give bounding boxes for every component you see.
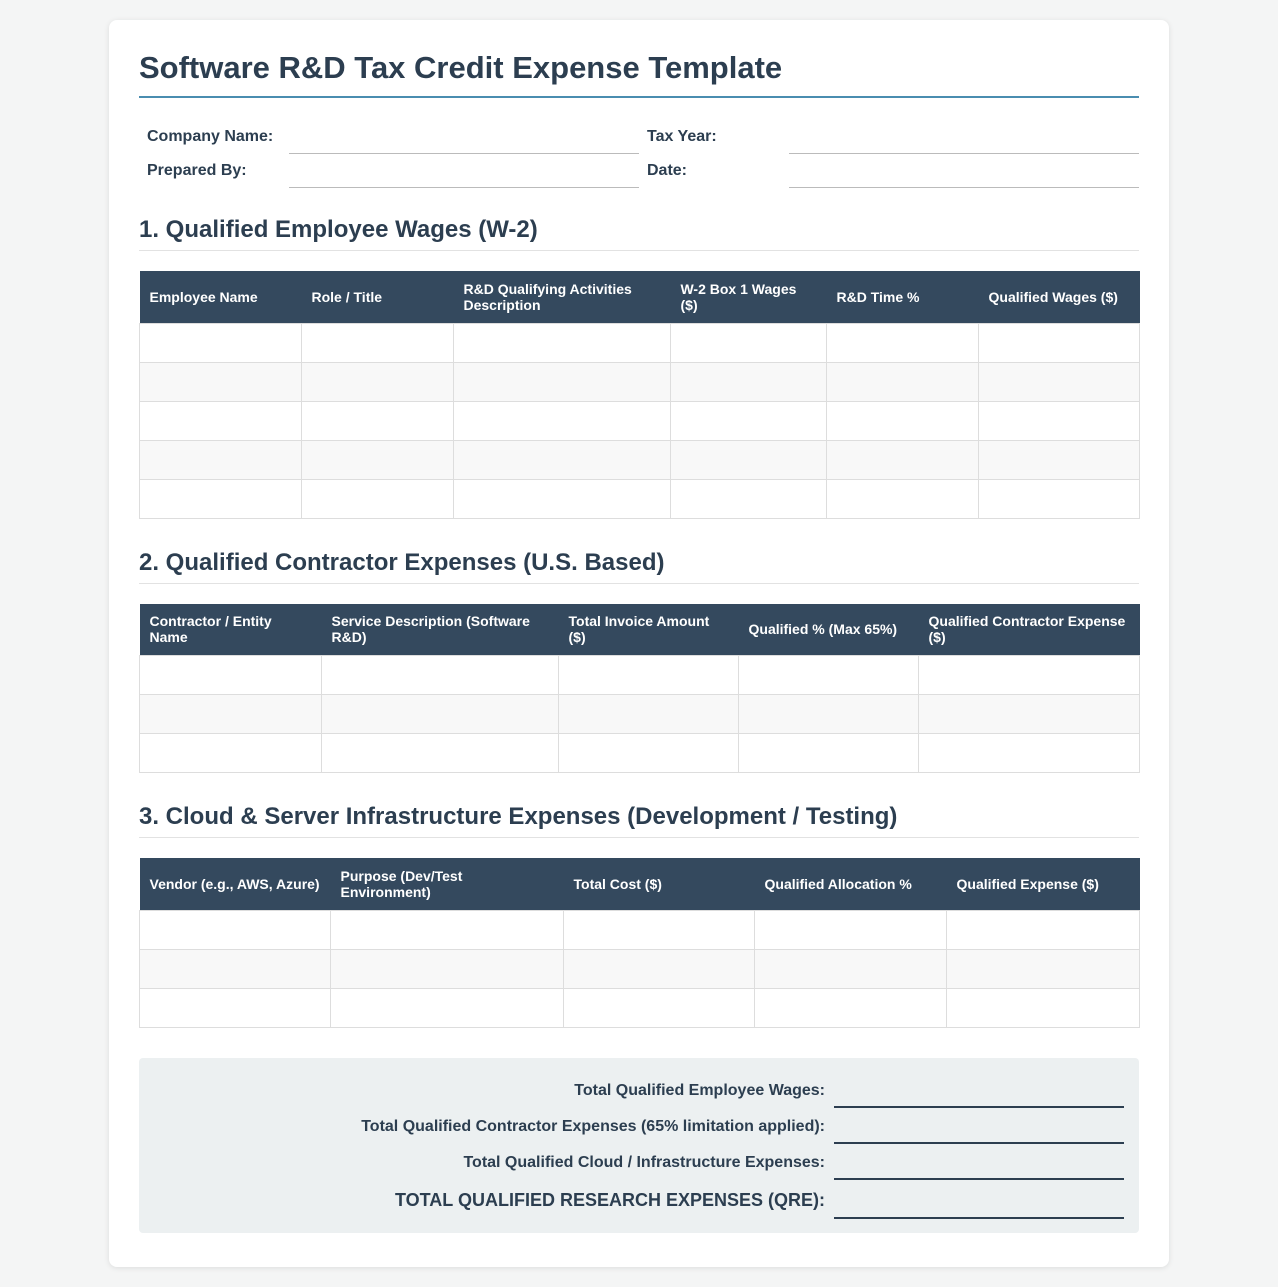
table-cell[interactable] [919, 656, 1140, 695]
table-cell[interactable] [140, 695, 322, 734]
table-cell[interactable] [827, 323, 979, 362]
table-row [140, 401, 1140, 440]
table-cell[interactable] [671, 479, 827, 518]
total-qre-label: TOTAL QUALIFIED RESEARCH EXPENSES (QRE): [394, 1189, 825, 1210]
table-cell[interactable] [140, 910, 331, 949]
column-header: Qualified Allocation % [755, 858, 947, 910]
date-label: Date: [647, 162, 688, 179]
column-header: Contractor / Entity Name [140, 604, 322, 656]
table-cell[interactable] [454, 401, 671, 440]
column-header: W-2 Box 1 Wages ($) [671, 271, 827, 323]
table-cell[interactable] [140, 401, 302, 440]
table-cell[interactable] [671, 362, 827, 401]
table-cell[interactable] [140, 323, 302, 362]
summary-row-cloud [139, 1144, 1124, 1180]
table-cell[interactable] [919, 734, 1140, 773]
table-cell[interactable] [302, 323, 454, 362]
table-cell[interactable] [827, 440, 979, 479]
table-cell[interactable] [739, 695, 919, 734]
table-cell[interactable] [947, 910, 1140, 949]
prepared-by-field[interactable] [289, 154, 639, 188]
table-row [140, 479, 1140, 518]
total-cloud-label: Total Qualified Cloud / Infrastructure Expenses: [463, 1153, 825, 1171]
table-cell[interactable] [454, 323, 671, 362]
table-row [140, 734, 1140, 773]
table-cell[interactable] [140, 656, 322, 695]
table-cell[interactable] [302, 401, 454, 440]
table-header-row [140, 604, 1140, 656]
info-grid [139, 120, 1139, 188]
table-cell[interactable] [979, 440, 1140, 479]
table-cell[interactable] [671, 401, 827, 440]
table-cell[interactable] [947, 949, 1140, 988]
table-cell[interactable] [671, 323, 827, 362]
section-1-title: 1. Qualified Employee Wages (W-2) [139, 216, 1139, 251]
table-row [140, 988, 1140, 1027]
table-row [140, 323, 1140, 362]
table-cell[interactable] [331, 988, 564, 1027]
table-cell[interactable] [322, 695, 559, 734]
table-header-row [140, 858, 1140, 910]
section-3-title: 3. Cloud & Server Infrastructure Expenses (Development / Testing) [139, 803, 1139, 838]
table-cell[interactable] [331, 910, 564, 949]
table-cell[interactable] [140, 734, 322, 773]
table-cell[interactable] [755, 949, 947, 988]
table-cell[interactable] [140, 988, 331, 1027]
section-2-title: 2. Qualified Contractor Expenses (U.S. Based) [139, 549, 1139, 584]
tax-year-field[interactable] [789, 120, 1139, 154]
table-cell[interactable] [331, 949, 564, 988]
table-cell[interactable] [564, 949, 755, 988]
template-card [109, 20, 1169, 1267]
table-cell[interactable] [140, 362, 302, 401]
table-cell[interactable] [739, 656, 919, 695]
table-cell[interactable] [947, 988, 1140, 1027]
table-cell[interactable] [454, 440, 671, 479]
table-cell[interactable] [559, 734, 739, 773]
total-qre-field[interactable] [834, 1183, 1124, 1219]
table-cell[interactable] [979, 323, 1140, 362]
table-cell[interactable] [979, 362, 1140, 401]
table-cell[interactable] [302, 440, 454, 479]
summary-row-contractor [139, 1108, 1124, 1144]
column-header: Qualified Wages ($) [979, 271, 1140, 323]
table-cell[interactable] [979, 479, 1140, 518]
table-cell[interactable] [979, 401, 1140, 440]
employee-wages-table [139, 271, 1140, 519]
table-cell[interactable] [140, 440, 302, 479]
table-cell[interactable] [564, 988, 755, 1027]
table-cell[interactable] [322, 734, 559, 773]
column-header: Vendor (e.g., AWS, Azure) [140, 858, 331, 910]
table-cell[interactable] [454, 479, 671, 518]
table-cell[interactable] [755, 988, 947, 1027]
column-header: Role / Title [302, 271, 454, 323]
table-cell[interactable] [755, 910, 947, 949]
table-cell[interactable] [671, 440, 827, 479]
table-row [140, 949, 1140, 988]
table-header-row [140, 271, 1140, 323]
total-cloud-field[interactable] [834, 1144, 1124, 1180]
column-header: Qualified % (Max 65%) [739, 604, 919, 656]
total-contractor-field[interactable] [834, 1108, 1124, 1144]
table-cell[interactable] [140, 479, 302, 518]
column-header: Service Description (Software R&D) [322, 604, 559, 656]
date-field[interactable] [789, 154, 1139, 188]
company-name-label: Company Name: [147, 128, 274, 145]
summary-box [139, 1058, 1139, 1233]
summary-row-total-qre [139, 1180, 1124, 1219]
summary-row-wages [139, 1072, 1124, 1108]
company-name-field[interactable] [289, 120, 639, 154]
table-row [140, 440, 1140, 479]
table-row [140, 910, 1140, 949]
table-row [140, 362, 1140, 401]
table-cell[interactable] [302, 479, 454, 518]
column-header: Total Cost ($) [564, 858, 755, 910]
table-cell[interactable] [322, 656, 559, 695]
column-header: Purpose (Dev/Test Environment) [331, 858, 564, 910]
total-wages-label: Total Qualified Employee Wages: [574, 1081, 825, 1099]
cloud-infrastructure-table [139, 858, 1140, 1028]
table-cell[interactable] [827, 479, 979, 518]
table-cell[interactable] [140, 949, 331, 988]
column-header: Qualified Expense ($) [947, 858, 1140, 910]
contractor-expenses-table [139, 604, 1140, 774]
table-cell[interactable] [302, 362, 454, 401]
table-row [140, 695, 1140, 734]
table-cell[interactable] [919, 695, 1140, 734]
table-cell[interactable] [827, 401, 979, 440]
total-wages-field[interactable] [834, 1072, 1124, 1108]
prepared-by-label: Prepared By: [147, 162, 247, 179]
table-row [140, 656, 1140, 695]
column-header: Qualified Contractor Expense ($) [919, 604, 1140, 656]
column-header: Employee Name [140, 271, 302, 323]
table-cell[interactable] [454, 362, 671, 401]
column-header: Total Invoice Amount ($) [559, 604, 739, 656]
table-cell[interactable] [739, 734, 919, 773]
table-cell[interactable] [564, 910, 755, 949]
column-header: R&D Time % [827, 271, 979, 323]
total-contractor-label: Total Qualified Contractor Expenses (65% limitation applied): [361, 1117, 825, 1135]
page-title: Software R&D Tax Credit Expense Template [139, 20, 1139, 98]
column-header: R&D Qualifying Activities Description [454, 271, 671, 323]
table-cell[interactable] [827, 362, 979, 401]
tax-year-label: Tax Year: [647, 128, 717, 145]
table-cell[interactable] [559, 656, 739, 695]
table-cell[interactable] [559, 695, 739, 734]
